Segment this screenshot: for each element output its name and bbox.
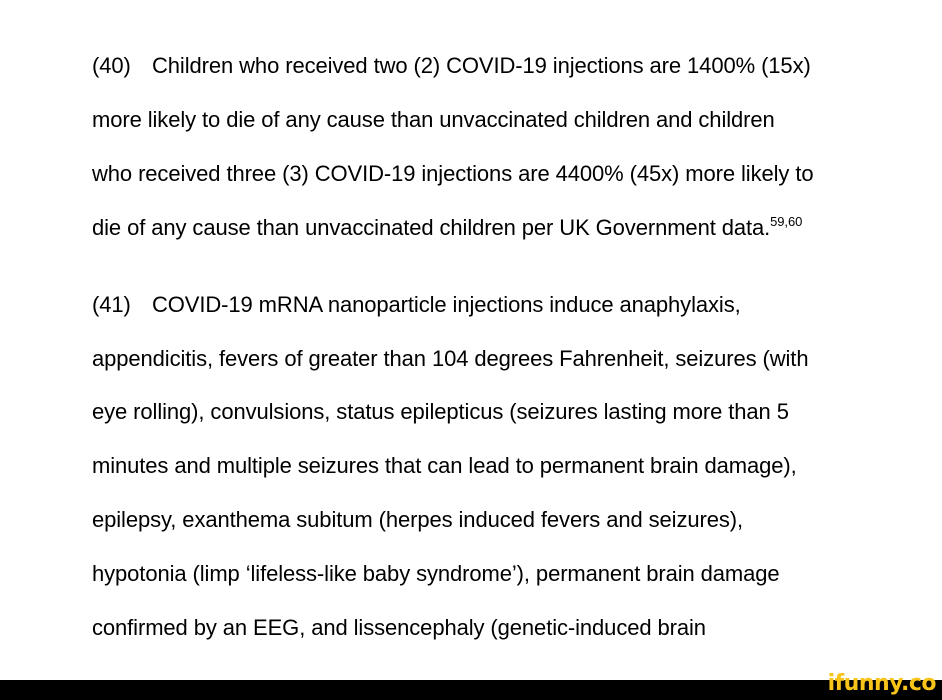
paragraph-text: hypotonia (limp ‘lifeless-like baby syndrome’), permanent brain damage xyxy=(92,561,780,586)
footnote-reference[interactable]: 59,60 xyxy=(770,214,803,229)
paragraph-number: (41) xyxy=(92,292,131,317)
paragraph-text: epilepsy, exanthema subitum (herpes induced fevers and seizures), xyxy=(92,507,743,532)
paragraph-number: (40) xyxy=(92,53,131,78)
paragraph-40-line-2 xyxy=(92,109,775,131)
paragraph-41-line-2 xyxy=(92,348,808,370)
paragraph-text: eye rolling), convulsions, status epilepticus (seizures lasting more than 5 xyxy=(92,399,789,424)
cropped-previous-line xyxy=(92,0,165,10)
paragraph-text: Children who received two (2) COVID-19 injections are 1400% (15x) xyxy=(152,53,811,78)
paragraph-41-line-1 xyxy=(92,294,741,316)
paragraph-41-line-6 xyxy=(92,563,780,585)
paragraph-41-line-7 xyxy=(92,617,706,639)
paragraph-text: COVID-19 mRNA nanoparticle injections induce anaphylaxis, xyxy=(152,292,741,317)
paragraph-text: minutes and multiple seizures that can lead to permanent brain damage), xyxy=(92,453,797,478)
paragraph-40-line-3 xyxy=(92,163,813,185)
paragraph-text: appendicitis, fevers of greater than 104 degrees Fahrenheit, seizures (with xyxy=(92,346,809,371)
paragraph-text: confirmed by an EEG, and lissencephaly (genetic-induced brain xyxy=(92,615,706,640)
paragraph-40-line-4 xyxy=(92,214,803,240)
paragraph-text: more likely to die of any cause than unvaccinated children and children xyxy=(92,107,775,132)
watermark-bar xyxy=(0,680,942,700)
paragraph-41-line-3 xyxy=(92,401,789,423)
paragraph-text: die of any cause than unvaccinated children per UK Government data. xyxy=(92,215,771,240)
paragraph-40-line-1 xyxy=(92,55,811,77)
paragraph-41-line-4 xyxy=(92,455,797,477)
ifunny-watermark-logo: ifunny.co xyxy=(827,671,936,696)
paragraph-text: who received three (3) COVID-19 injections are 4400% (45x) more likely to xyxy=(92,161,814,186)
paragraph-41-line-5 xyxy=(92,509,743,531)
